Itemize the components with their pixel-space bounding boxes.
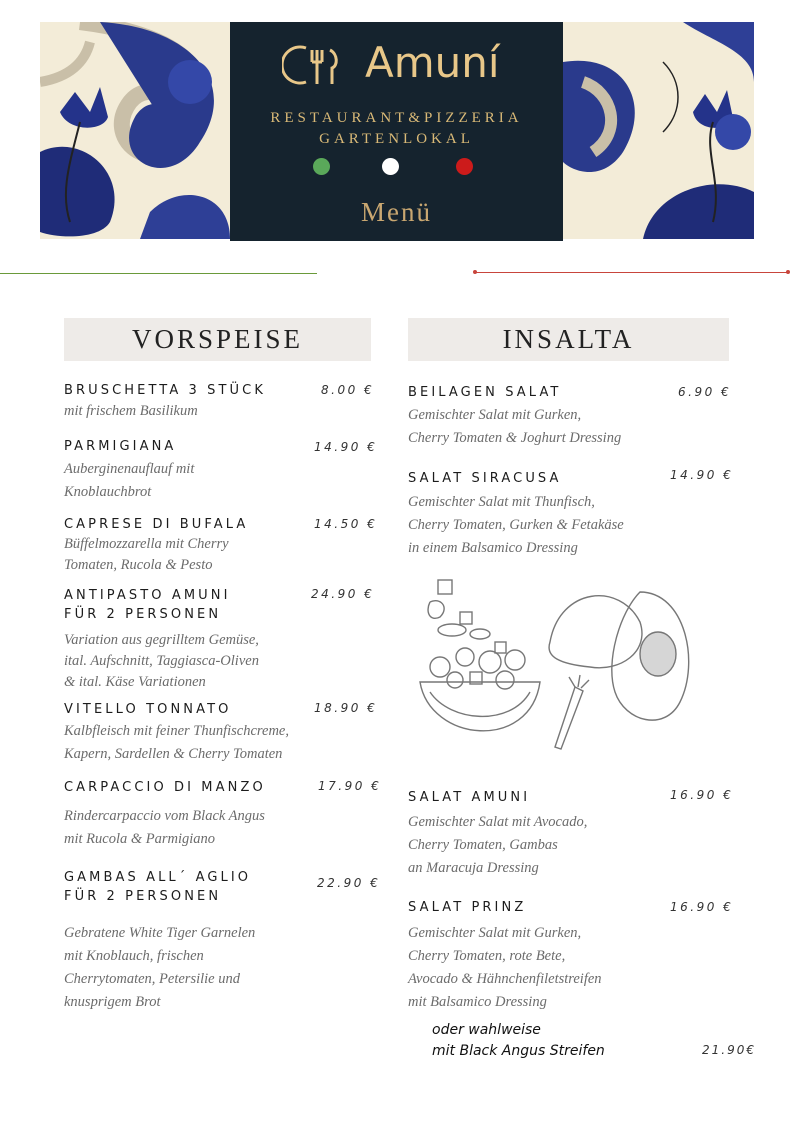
brand-subtitle: RESTAURANT&PIZZERIA (270, 110, 523, 126)
floral-pattern-left (40, 22, 230, 239)
menu-item-description: Büffelmozzarella mit Cherry Tomaten, Rucola & Pesto (64, 536, 229, 573)
accent-line-green (0, 273, 317, 274)
menu-item-price: 24.90 € (311, 587, 375, 601)
menu-item-description: Gemischter Salat mit Gurken, Cherry Tomaten & Joghurt Dressing (408, 407, 622, 446)
menu-item-name: CAPRESE DI BUFALA (64, 517, 249, 532)
italian-flag-green-dot (313, 158, 330, 175)
menu-item-price: 22.90 € (317, 876, 381, 890)
menu-item-description: Gemischter Salat mit Thunfisch, Cherry Tomaten, Gurken & Fetakäse in einem Balsamico Dressing (408, 494, 624, 556)
menu-item-name: BEILAGEN SALAT (408, 385, 562, 400)
menu-label: Menü (361, 197, 432, 227)
menu-item-price: 17.90 € (318, 779, 382, 793)
menu-item-price: 18.90 € (314, 701, 378, 715)
menu-item-price: 16.90 € (670, 900, 734, 914)
menu-item-description: mit frischem Basilikum (64, 403, 198, 419)
menu-item-description: Rindercarpaccio vom Black Angus mit Rucola & Parmigiano (64, 808, 265, 847)
menu-item-name: PARMIGIANA (64, 439, 177, 454)
brand-subtitle-2: GARTENLOKAL (319, 131, 474, 147)
menu-item-name: CARPACCIO DI MANZO (64, 780, 266, 795)
menu-item-description: Variation aus gegrilltem Gemüse, ital. Aufschnitt, Taggiasca-Oliven & ital. Käse Variationen (64, 632, 259, 690)
menu-item-description: Auberginenauflauf mit Knoblauchbrot (64, 461, 195, 500)
menu-item-description: Gemischter Salat mit Gurken, Cherry Tomaten, rote Bete, Avocado & Hähnchenfiletstreifen mit Balsamico Dressing (408, 925, 602, 1010)
menu-item-name: SALAT PRINZ (408, 900, 527, 915)
salad-avocado-illustration (410, 572, 700, 762)
menu-item-option-price: 21.90€ (702, 1043, 756, 1057)
menu-item-price: 6.90 € (678, 385, 732, 399)
menu-item-name: SALAT SIRACUSA (408, 471, 562, 486)
accent-line-red (475, 272, 788, 273)
menu-item-name: BRUSCHETTA 3 STÜCK (64, 383, 266, 398)
menu-item-price: 14.50 € (314, 517, 378, 531)
section-heading-vorspeise: VORSPEISE (64, 318, 371, 361)
menu-item-price: 8.00 € (321, 383, 375, 397)
floral-pattern-right (563, 22, 754, 239)
menu-item-description: Gebratene White Tiger Garnelen mit Knoblauch, frischen Cherrytomaten, Petersilie und knusprigem Brot (64, 925, 256, 1010)
menu-item-price: 14.90 € (670, 468, 734, 482)
menu-item-description: Kalbfleisch mit feiner Thunfischcreme, Kapern, Sardellen & Cherry Tomaten (64, 723, 289, 762)
menu-item-name: VITELLO TONNATO (64, 702, 232, 717)
menu-item-price: 14.90 € (314, 440, 378, 454)
italian-flag-white-dot (382, 158, 399, 175)
italian-flag-red-dot (456, 158, 473, 175)
section-heading-insalta: INSALTA (408, 318, 729, 361)
menu-item-price: 16.90 € (670, 788, 734, 802)
menu-item-option: oder wahlweise mit Black Angus Streifen (432, 1022, 605, 1059)
cutlery-logo-icon (282, 44, 346, 86)
menu-item-name: SALAT AMUNI (408, 790, 531, 805)
menu-item-description: Gemischter Salat mit Avocado, Cherry Tomaten, Gambas an Maracuja Dressing (408, 814, 588, 876)
menu-item-name: GAMBAS ALL´ AGLIO FÜR 2 PERSONEN (64, 870, 252, 904)
menu-item-name: ANTIPASTO AMUNI FÜR 2 PERSONEN (64, 588, 231, 622)
brand-name: Amuní (365, 38, 500, 87)
